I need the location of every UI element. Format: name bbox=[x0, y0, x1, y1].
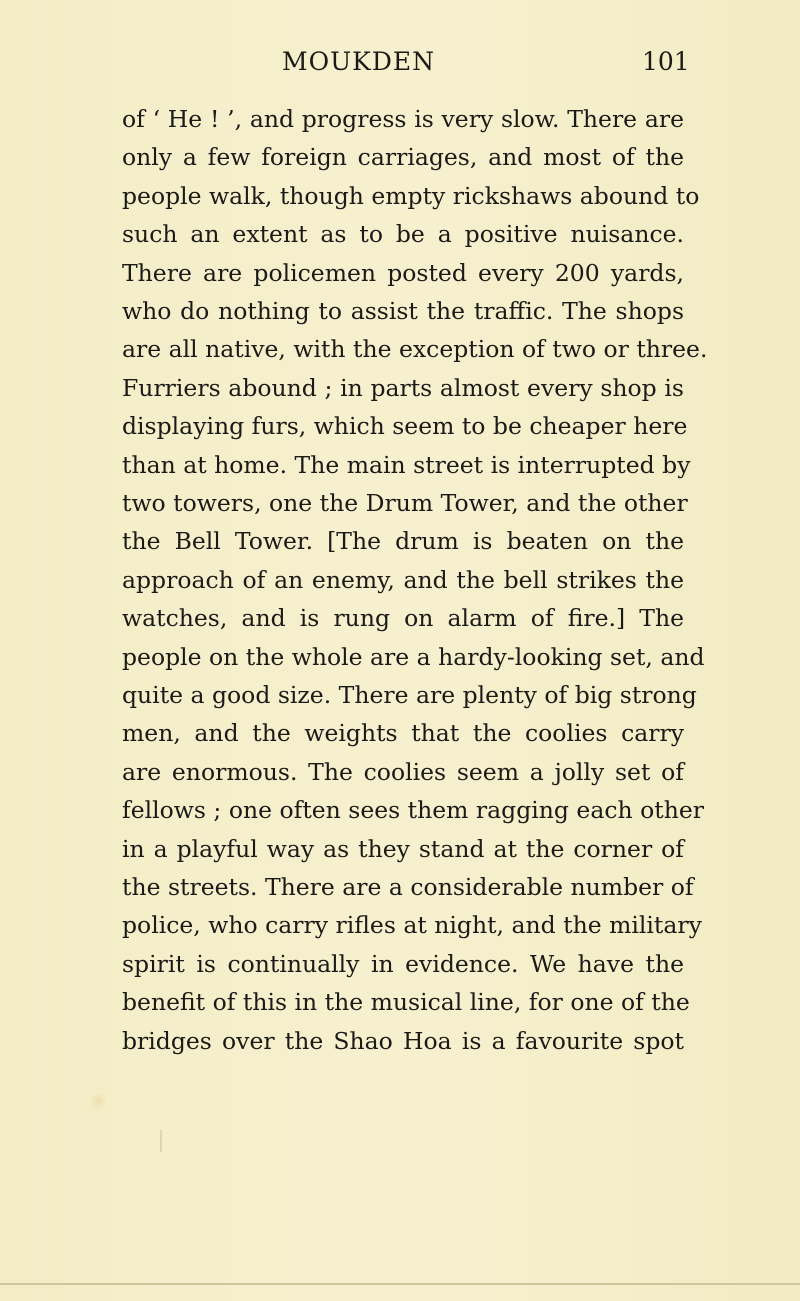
text-line-22: police, who carry rifles at night, and the military bbox=[122, 911, 702, 940]
text-line-5: There are policemen posted every 200 yards, bbox=[122, 258, 684, 287]
text-line-20: in a playful way as they stand at the corner of bbox=[122, 834, 684, 863]
text-line-3: people walk, though empty rickshaws abound to bbox=[122, 181, 700, 210]
paper-mark bbox=[160, 1130, 162, 1152]
text-line-4: such an extent as to be a positive nuisance. bbox=[122, 220, 684, 249]
text-line-2: only a few foreign carriages, and most of the bbox=[122, 143, 684, 172]
text-line-13: approach of an enemy, and the bell strikes the bbox=[122, 565, 684, 594]
page-edge-line bbox=[0, 1283, 800, 1285]
running-head bbox=[0, 42, 800, 82]
text-line-10: than at home. The main street is interrupted by bbox=[122, 450, 691, 479]
text-line-18: are enormous. The coolies seem a jolly set of bbox=[122, 757, 684, 786]
text-line-17: men, and the weights that the coolies carry bbox=[122, 719, 684, 748]
paper-stain bbox=[90, 1090, 106, 1112]
chapter-title: MOUKDEN bbox=[282, 47, 436, 76]
text-line-24: benefit of this in the musical line, for one of the bbox=[122, 988, 690, 1017]
text-line-23: spirit is continually in evidence. We have the bbox=[122, 949, 684, 978]
text-line-21: the streets. There are a considerable number of bbox=[122, 873, 694, 901]
text-line-16: quite a good size. There are plenty of big strong bbox=[122, 681, 697, 709]
text-line-19: fellows ; one often sees them ragging each other bbox=[122, 796, 704, 825]
text-line-12: the Bell Tower. [The drum is beaten on the bbox=[122, 527, 684, 556]
text-line-8: Furriers abound ; in parts almost every shop is bbox=[122, 373, 684, 402]
text-line-1: of ‘ He ! ’, and progress is very slow. There are bbox=[122, 105, 684, 133]
page-number: 101 bbox=[642, 47, 690, 76]
text-line-6: who do nothing to assist the traffic. The shops bbox=[122, 297, 684, 325]
text-line-9: displaying furs, which seem to be cheaper here bbox=[122, 412, 688, 441]
text-line-25: bridges over the Shao Hoa is a favourite spot bbox=[122, 1026, 684, 1055]
text-line-7: are all native, with the exception of two or three. bbox=[122, 335, 708, 364]
text-line-14: watches, and is rung on alarm of fire.] The bbox=[122, 604, 684, 633]
text-line-15: people on the whole are a hardy-looking set, and bbox=[122, 642, 705, 671]
text-line-11: two towers, one the Drum Tower, and the other bbox=[122, 489, 688, 517]
